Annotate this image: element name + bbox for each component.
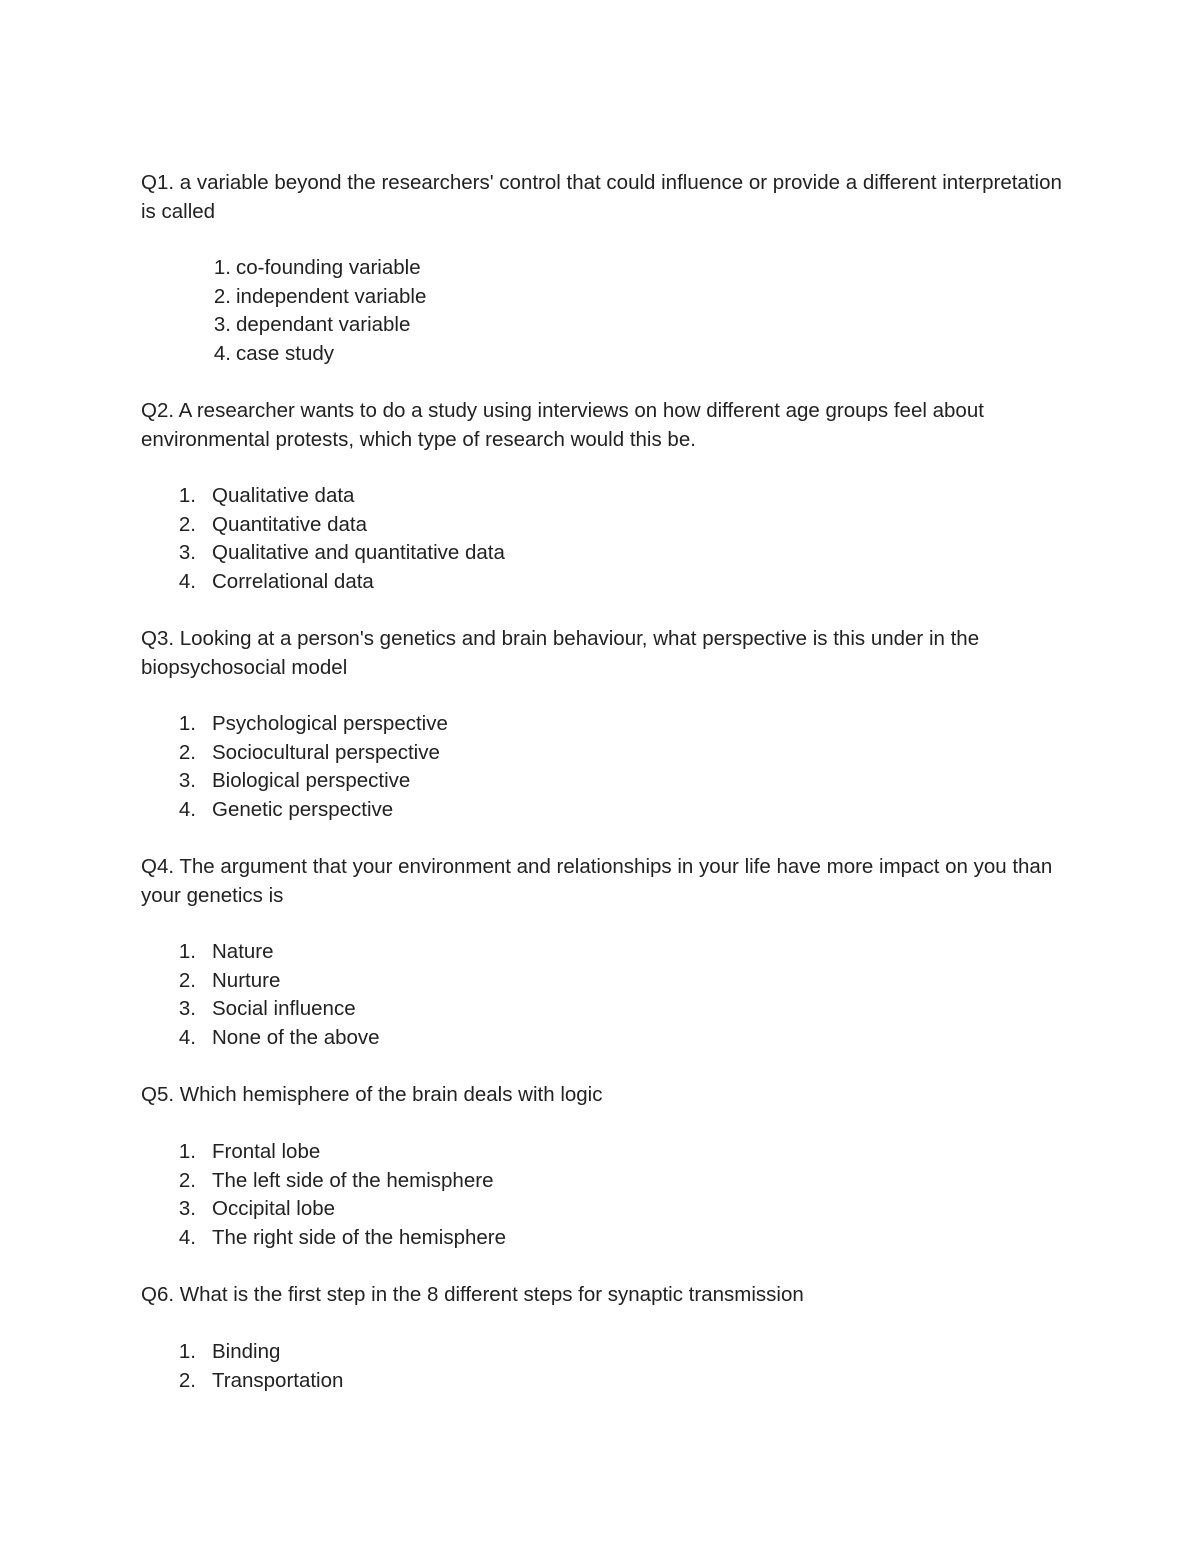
- question-2-options: [176, 482, 505, 596]
- list-item: 4. The right side of the hemisphere: [178, 1225, 506, 1249]
- list-item: 2. Nurture: [178, 968, 281, 992]
- list-item: 2. Transportation: [178, 1368, 344, 1392]
- question-5-options: [176, 1138, 506, 1252]
- list-item: 2. Sociocultural perspective: [178, 740, 440, 764]
- list-item: 3. Biological perspective: [178, 769, 411, 792]
- list-item: 1. Frontal lobe: [178, 1140, 321, 1163]
- question-3-options: [176, 710, 448, 824]
- list-item: 2. independent variable: [213, 284, 427, 308]
- list-item: 1. Psychological perspective: [178, 712, 448, 735]
- question-6-options: [176, 1338, 343, 1395]
- question-4-options: [176, 938, 380, 1052]
- list-item: 4. Genetic perspective: [178, 797, 394, 821]
- list-item: 1. Binding: [178, 1340, 281, 1363]
- question-1-text: Q1. a variable beyond the researchers' control that could influence or provide a different interpretation is called: [141, 171, 1062, 223]
- question-2-text: Q2. A researcher wants to do a study using interviews on how different age groups feel about environmental protests, which type of research would this be.: [141, 399, 984, 451]
- question-1-options: [200, 254, 426, 368]
- question-4-text: Q4. The argument that your environment and relationships in your life have more impact on you than your genetics is: [141, 855, 1053, 907]
- list-item: 1. co-founding variable: [213, 256, 421, 279]
- list-item: 1. Nature: [178, 940, 274, 963]
- list-item: 2. Quantitative data: [178, 512, 367, 536]
- list-item: 3. dependant variable: [213, 313, 411, 336]
- question-5-text: Q5. Which hemisphere of the brain deals with logic: [141, 1083, 603, 1106]
- question-6-text: Q6. What is the first step in the 8 different steps for synaptic transmission: [141, 1283, 804, 1306]
- question-3-text: Q3. Looking at a person's genetics and brain behaviour, what perspective is this under in the biopsychosocial model: [141, 627, 980, 679]
- list-item: 3. Occipital lobe: [178, 1197, 336, 1220]
- list-item: 4. Correlational data: [178, 569, 374, 593]
- list-item: 4. case study: [213, 341, 334, 365]
- list-item: 3. Qualitative and quantitative data: [178, 541, 505, 564]
- list-item: 1. Qualitative data: [178, 484, 355, 507]
- list-item: 4. None of the above: [178, 1025, 380, 1049]
- list-item: 3. Social influence: [178, 997, 356, 1020]
- list-item: 2. The left side of the hemisphere: [178, 1168, 494, 1192]
